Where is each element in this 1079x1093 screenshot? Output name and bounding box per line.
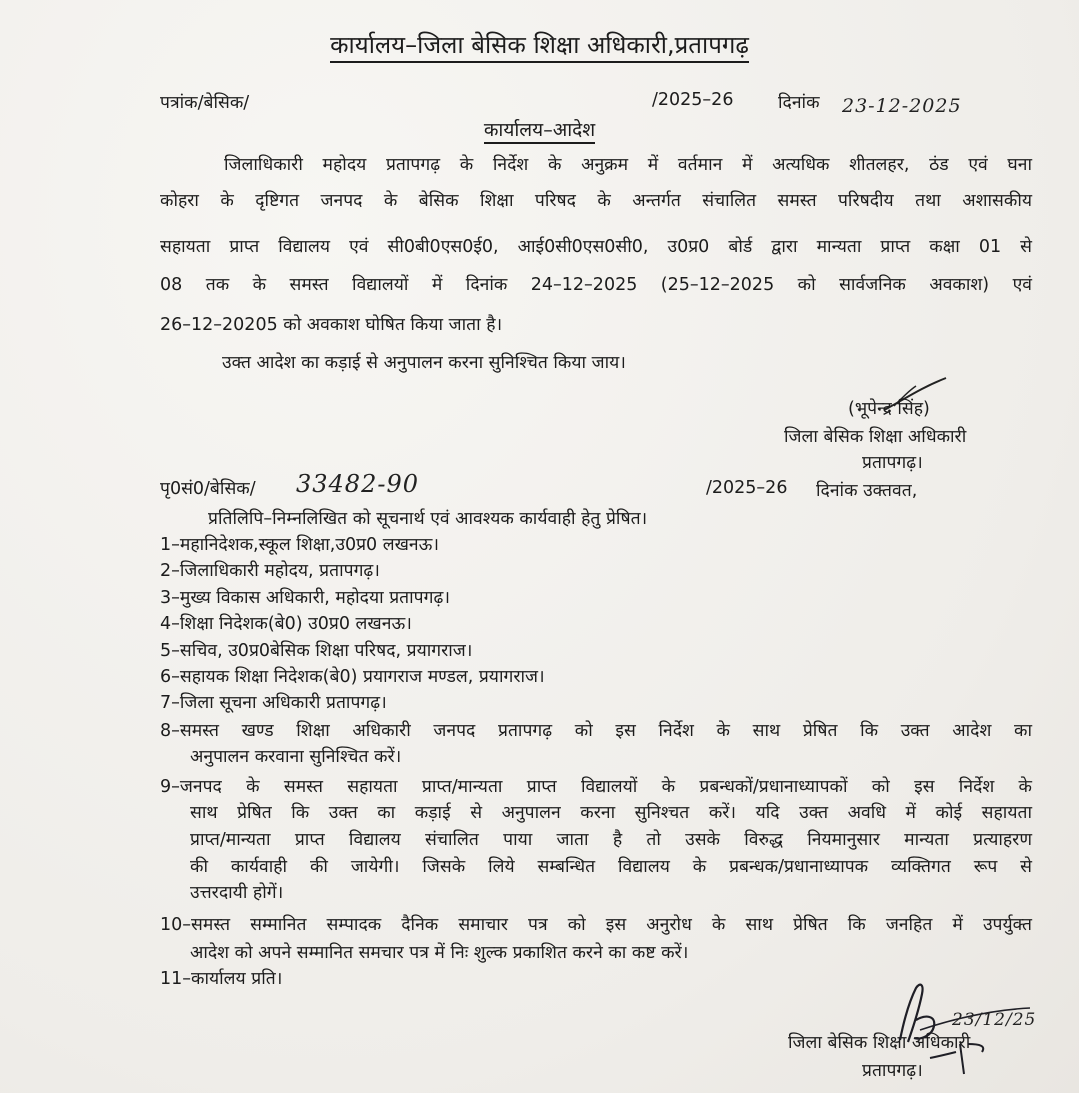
order-title: कार्यालय–आदेश	[0, 116, 1079, 142]
copy-ref-label: पृ0सं0/बेसिक/	[160, 479, 256, 499]
copy-ref-number: 33482-90	[296, 470, 419, 498]
copy-item-6: 6–सहायक शिक्षा निदेशक(बे0) प्रयागराज मण्डल, प्रयागराज।	[160, 667, 545, 687]
copy-item-10-line-2: आदेश को अपने सम्मानित समचार पत्र में निः शुल्क प्रकाशित करने का कष्ट करें।	[190, 943, 689, 963]
copy-item-8-line-2: अनुपालन करवाना सुनिश्चित करें।	[190, 747, 402, 767]
order-para-line-2: कोहरा के दृष्टिगत जनपद के बेसिक शिक्षा परिषद के अन्तर्गत संचालित समस्त परिषदीय तथा अशासकीय	[160, 191, 1032, 211]
copy-item-5: 5–सचिव, उ0प्र0बेसिक शिक्षा परिषद, प्रयागराज।	[160, 641, 473, 661]
copy-item-1: 1–महानिदेशक,स्कूल शिक्षा,उ0प्र0 लखनऊ।	[160, 535, 440, 555]
copy-item-8-line-1: 8–समस्त खण्ड शिक्षा अधिकारी जनपद प्रतापगढ़ को इस निर्देश के साथ प्रेषित कि उक्त आदेश का	[160, 721, 1032, 741]
handwritten-date: 23-12-2025	[842, 95, 962, 117]
copy-date-text: दिनांक उक्तवत,	[816, 481, 918, 501]
footer-designation: जिला बेसिक शिक्षा अधिकारी	[788, 1033, 971, 1053]
office-heading: कार्यालय–जिला बेसिक शिक्षा अधिकारी,प्रतापगढ़	[0, 28, 1079, 61]
signatory-designation: जिला बेसिक शिक्षा अधिकारी	[784, 427, 967, 447]
signature-date: 23/12/25	[952, 1010, 1037, 1030]
handwritten-signature-icon	[890, 980, 1040, 1080]
copy-intro: प्रतिलिपि–निम्नलिखित को सूचनार्थ एवं आवश्यक कार्यवाही हेतु प्रेषित।	[208, 509, 648, 529]
copy-item-9-line-3: प्राप्त/मान्यता प्राप्त विद्यालय संचालित पाया जाता है तो उसके विरुद्ध नियमानुसार मान्यता प्रत्याहरण	[190, 830, 1032, 850]
copy-item-9-line-2: साथ प्रेषित कि उक्त का कड़ाई से अनुपालन करना सुनिश्चत करें। यदि उक्त अवधि में कोई सहायता	[190, 803, 1032, 823]
copy-item-4: 4–शिक्षा निदेशक(बे0) उ0प्र0 लखनऊ।	[160, 614, 412, 634]
copy-item-7: 7–जिला सूचना अधिकारी प्रतापगढ़।	[160, 693, 387, 713]
signatory-place: प्रतापगढ़।	[862, 453, 923, 473]
date-label: दिनांक	[778, 93, 820, 113]
order-para-line-5: 26–12–20205 को अवकाश घोषित किया जाता है।	[160, 315, 503, 335]
order-para-line-1: जिलाधिकारी महोदय प्रतापगढ़ के निर्देश के अनुक्रम में वर्तमान में अत्यधिक शीतलहर, ठंड एवं घना	[224, 155, 1032, 175]
copy-item-9-line-4: की कार्यवाही की जायेगी। जिसके लिये सम्बन्धित विद्यालय के प्रबन्धक/प्रधानाध्यापक व्यक्तिगत रूप से	[190, 857, 1032, 877]
patrank-label: पत्रांक/बेसिक/	[160, 93, 250, 113]
session-text: /2025–26	[652, 90, 734, 110]
copy-item-10-line-1: 10–समस्त सम्मानित सम्पादक दैनिक समाचार पत्र को इस अनुरोध के साथ प्रेषित कि जनहित में उपर्युक्त	[160, 915, 1032, 935]
order-para-line-4: 08 तक के समस्त विद्यालयों में दिनांक 24–12–2025 (25–12–2025 को सार्वजनिक अवकाश) एवं	[160, 275, 1032, 295]
copy-item-2: 2–जिलाधिकारी महोदय, प्रतापगढ़।	[160, 561, 380, 581]
copy-item-9-line-1: 9–जनपद के समस्त सहायता प्राप्त/मान्यता प्राप्त विद्यालयों के प्रबन्धकों/प्रधानाध्यापकों को इस निर्देश के	[160, 777, 1032, 797]
copy-item-3: 3–मुख्य विकास अधिकारी, महोदया प्रतापगढ़।	[160, 588, 450, 608]
compliance-line: उक्त आदेश का कड़ाई से अनुपालन करना सुनिश्चित किया जाय।	[222, 353, 626, 373]
footer-place: प्रतापगढ़।	[862, 1061, 923, 1081]
copy-item-9-line-5: उत्तरदायी होगें।	[190, 883, 284, 903]
copy-item-11: 11–कार्यालय प्रति।	[160, 969, 283, 989]
signatory-name: (भूपेन्द्र सिंह)	[848, 399, 930, 419]
order-para-line-3: सहायता प्राप्त विद्यालय एवं सी0बी0एस0ई0, आई0सी0एस0सी0, उ0प्र0 बोर्ड द्वारा मान्यता प्राप्त कक्षा 01 से	[160, 237, 1032, 257]
copy-session: /2025–26	[706, 478, 788, 498]
